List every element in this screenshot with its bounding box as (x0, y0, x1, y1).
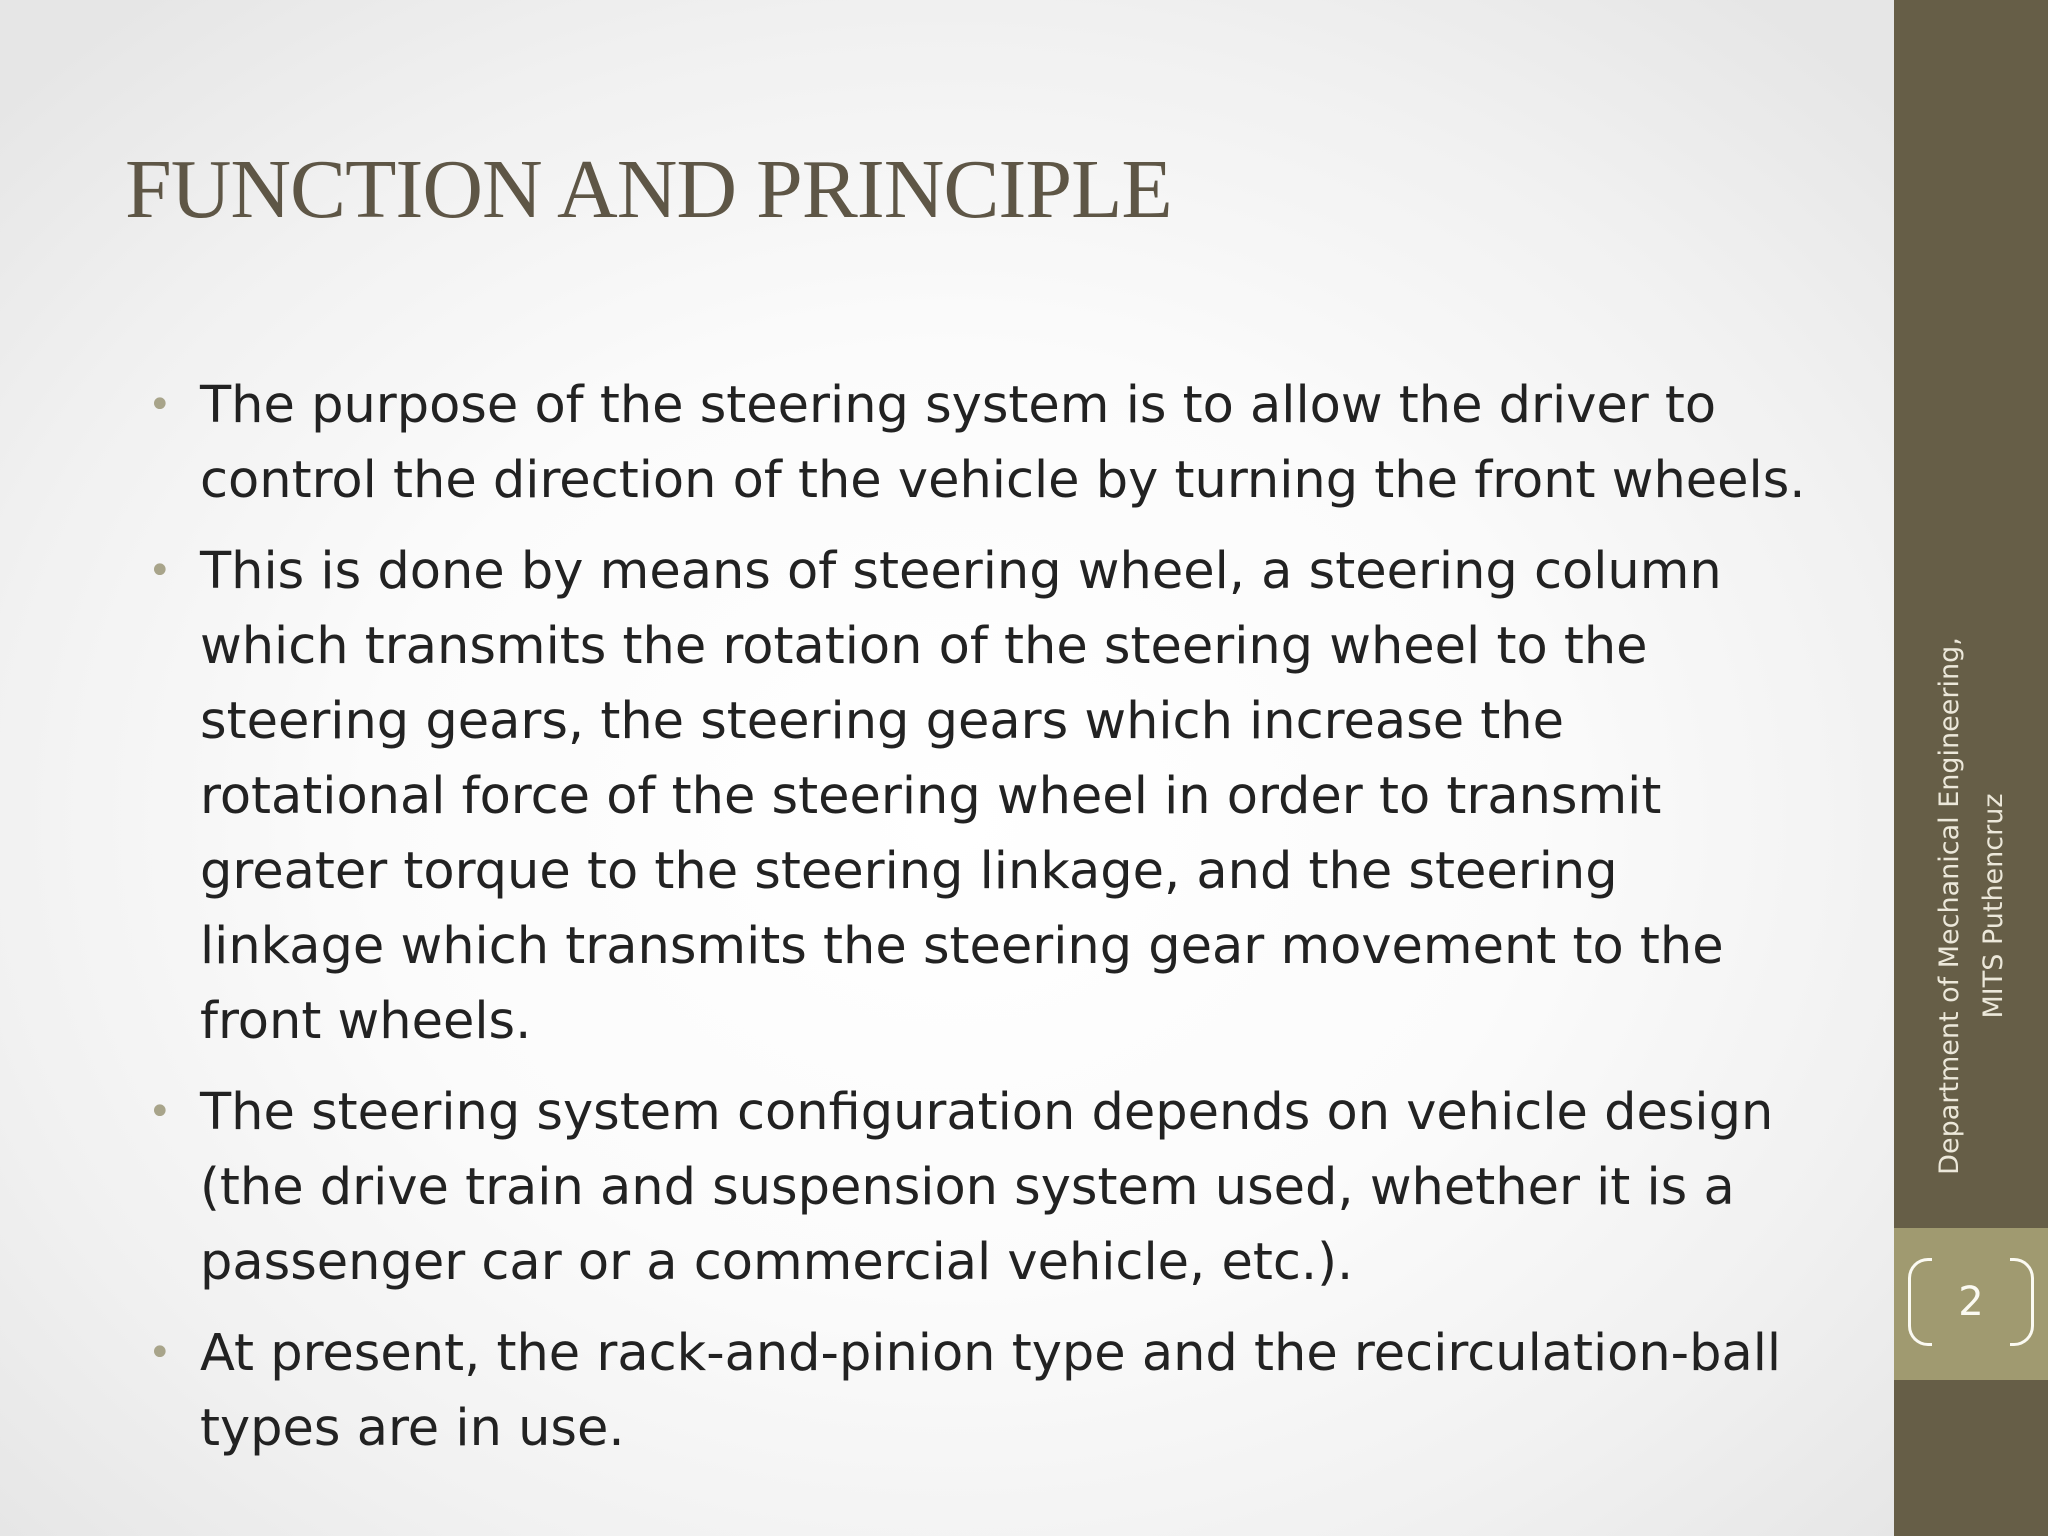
bullet-icon: • (148, 382, 172, 428)
bullet-item (148, 1075, 1808, 1300)
bullet-text: At present, the rack-and-pinion type and the recirculation-ball types are in use. (200, 1324, 1782, 1458)
bullet-list (148, 368, 1808, 1482)
bullet-icon: • (148, 548, 172, 594)
bullet-text: This is done by means of steering wheel, a steering column which transmits the rotation of the steering wheel to the steering gears, the steering gears which increase the rotational force of the steering wheel in order to transmit greater torque to the steering linkage, and the steering linkage which transmits the steering gear movement to the front wheels. (200, 542, 1724, 1051)
slide-number: 2 (1958, 1279, 1984, 1325)
bullet-text: The purpose of the steering system is to allow the driver to control the direction of the vehicle by turning the front wheels. (200, 376, 1806, 510)
bullet-item (148, 1316, 1808, 1466)
bullet-icon: • (148, 1089, 172, 1135)
bullet-icon: • (148, 1330, 172, 1376)
bullet-text: The steering system configuration depends on vehicle design (the drive train and suspension system used, whether it is a passenger car or a commercial vehicle, etc.). (200, 1083, 1774, 1292)
footer-text: Department of Mechanical Engineering, MITS Puthencruz (1934, 637, 2009, 1175)
slide-number-box (1894, 1228, 2048, 1380)
slide-title: FUNCTION AND PRINCIPLE (125, 143, 1172, 236)
bullet-item (148, 534, 1808, 1059)
bullet-item (148, 368, 1808, 518)
